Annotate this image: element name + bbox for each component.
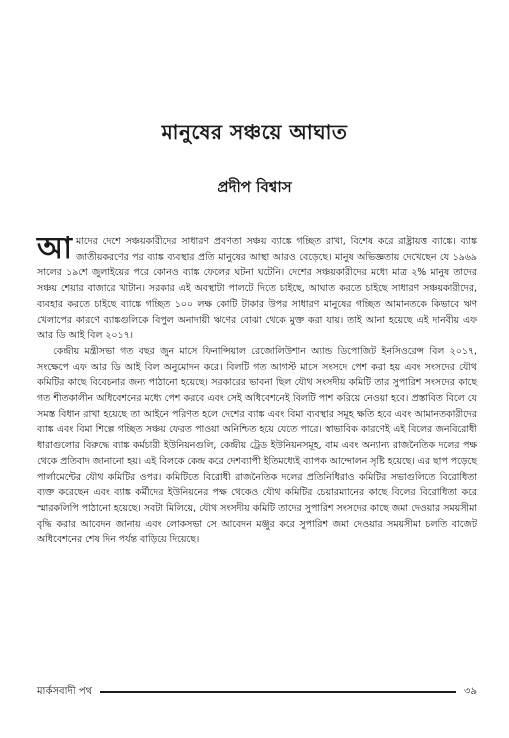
paragraph-1-text: মাদের দেশে সঞ্চয়কারীদের সাধারণ প্রবণতা সঞ্চয় ব্যাঙ্কে গচ্ছিত রাখা, বিশেষ করে রাষ্ট্রায়ত্ত ব্যাঙ্কে। ব্যাঙ্ক জাতীয়করণের পর ব্যাঙ্ক ব্যবস্থার প্রতি মানুষের আস্থা আরও বেড়েছে। মানুষ অভিজ্ঞতায় দেখেছেন যে ১৯৬৯ সালের ১৯শে জুলাইয়ের পরে কোনও ব্যাঙ্ক ফেলের ঘটনা ঘটেনি। দেশের সঞ্চয়কারীদের মধ্যে মাত্র ২% মানুষ তাদের সঞ্চয় শেয়ার বাজারে খাটান। সরকার এই অবস্থাটা পালটে দিতে চাইছে, আঘাত করতে চাইছে সাধারণ সঞ্চয়কারীদের, ব্যবহার করতে চাইছে ব্যাঙ্কে গচ্ছিত ১০০ লক্ষ কোটি টাকার উপর সাধারণ মানুষের গচ্ছিত আমানতকে কিভাবে ঋণ খেলাপের কারণে ব্যাঙ্কগুলিকে বিপুল অনাদায়ী ঋণের বোঝা থেকে মুক্ত করা যায়। তাই আনা হয়েছে এই দানবীয় এফ আর ডি আই বিল ২০১৭।: [37, 236, 477, 342]
article-title: মানুষের সঞ্চয়ে আঘাত: [161, 120, 348, 144]
paragraph-1: [37, 231, 477, 344]
page-number: ৩৯: [464, 685, 477, 697]
article-body: [37, 231, 477, 548]
footer-rule: [100, 691, 456, 693]
drop-cap: আ: [37, 231, 72, 266]
journal-name: মার্কসবাদী পথ: [37, 685, 93, 697]
page-footer: [37, 684, 477, 700]
article-author: প্রদীপ বিশ্বাস: [217, 178, 292, 196]
paragraph-2: কেন্দ্রীয় মন্ত্রীসভা গত বছর জুন মাসে ফিনান্সিয়াল রেজোলিউশান অ্যান্ড ডিপোজিট ইনসিওরেন্স বিল ২০১৭, সংক্ষেপে এফ আর ডি আই বিল অনুমোদন করে। বিলটি গত আগস্ট মাসে সংসদে পেশ করা হয় এবং সংসদের যৌথ কমিটির কাছে বিবেচনার জন্য পাঠানো হয়েছে। সরকারের ভাবনা ছিল যৌথ সংসদীয় কমিটি তার সুপারিশ সংসদের কাছে গত শীতকালীন অধিবেশনের মধ্যে পেশ করবে এবং সেই অধিবেশনেই বিলটি পাশ করিয়ে নেওয়া হবে। প্রস্তাবিত বিলে যে সমস্ত বিধান রাখা হয়েছে তা আইনে পরিণত হলে দেশের ব্যাঙ্ক এবং বিমা ব্যবস্থার সমূহ ক্ষতি হবে এবং আমানতকারীদের ব্যাঙ্ক এবং বিমা শিল্পে গচ্ছিত সঞ্চয় ফেরত পাওয়া অনিশ্চিত হয়ে যেতে পারে। স্বাভাবিক কারণেই এই বিলের জনবিরোধী ধারাগুলোর বিরুদ্ধে ব্যাঙ্ক কর্মচারী ইউনিয়নগুলি, কেন্দ্রীয় ট্রেড ইউনিয়নসমূহ, বাম এবং অন্যান্য রাজনৈতিক দলের পক্ষ থেকে প্রতিবাদ জানানো হয়। এই বিলকে কেন্দ্র করে দেশব্যাপী ইতিমধ্যেই ব্যাপক আন্দোলন সৃষ্টি হয়েছে। এর ছাপ পড়েছে পার্লামেন্টের যৌথ কমিটির ওপর। কমিটিতে বিরোধী রাজনৈতিক দলের প্রতিনিধিরাও কমিটির সভাগুলিতে বিরোধিতা ব্যক্ত করেছেন এবং ব্যাঙ্ক কর্মীদের ইউনিয়নের পক্ষ থেকেও যৌথ কমিটির চেয়ারম্যানের কাছে বিলের বিরোধিতা করে স্মারকলিপি পাঠানো হয়েছে। সবটা মিলিয়ে, যৌথ সংসদীয় কমিটি তাদের সুপারিশ সংসদের কাছে জমা দেওয়ার সময়সীমা বৃদ্ধি করার আবেদন জানায় এবং লোকসভা সে আবেদন মঞ্জুর করে সুপারিশ জমা দেওয়ার সময়সীমা চলতি বাজেট অধিবেশনের শেষ দিন পর্যন্ত বাড়িয়ে দিয়েছে।: [37, 345, 477, 546]
